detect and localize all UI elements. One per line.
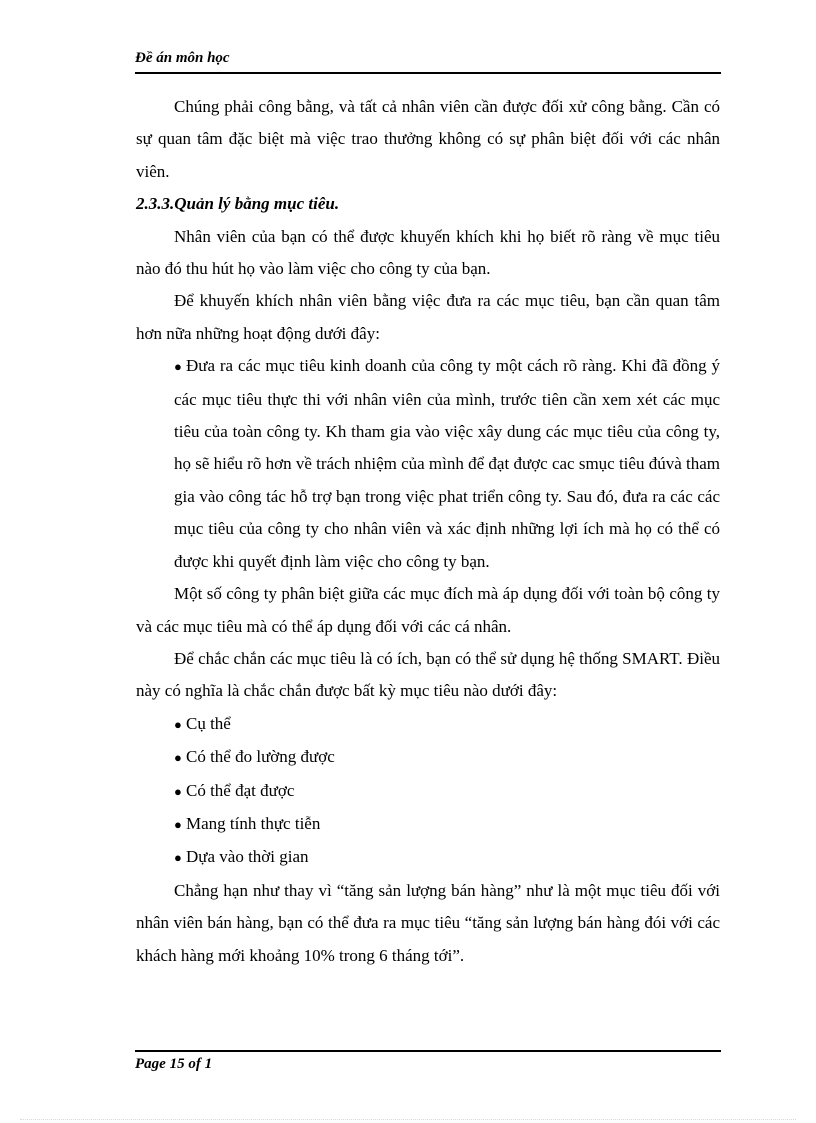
list-item	[136, 808, 720, 841]
list-item	[136, 741, 720, 774]
paragraph-business-goals-text: Đưa ra các mục tiêu kinh doanh của công ty một cách rõ ràng. Khi đã đồng ý các mục tiêu thực thi với nhân viên của mình, trước tiên cần xem xét các mục tiêu của toàn công ty. Kh tham gia vào việc xây dung các mục tiêu của công ty, họ sẽ hiểu rõ hơn về trách nhiệm của mình để đạt được cac smục tiêu đúvà tham gia vào công tác hỗ trợ bạn trong việc phat triển công ty. Sau đó, đưa ra các các mục tiêu của công ty cho nhân viên và xác định những lợi ích mà họ có thể có được khi quyết định làm việc cho công ty bạn.	[174, 356, 720, 571]
list-item-text: Dựa vào thời gian	[186, 847, 309, 867]
paragraph-example: Chẳng hạn như thay vì “tăng sản lượng bán hàng” như là một mục tiêu đối với nhân viên bán hàng, bạn có thể đưa ra mục tiêu “tăng sản lượng bán hàng đói với các khách hàng mới khoảng 10% trong 6 tháng tới”.	[136, 880, 720, 965]
page-number: Page 15 of 1	[135, 1056, 213, 1072]
paragraph-company-distinction: Một số công ty phân biệt giữa các mục đích mà áp dụng đối với toàn bộ công ty và các mục tiêu mà có thể áp dụng đối với các cá nhân.	[136, 584, 720, 636]
list-item-text: Có thể đạt được	[186, 780, 295, 800]
list-item-text: Mang tính thực tiễn	[186, 813, 321, 833]
list-item	[136, 775, 720, 808]
document-body	[136, 91, 720, 972]
bullet-icon: ●	[174, 716, 182, 732]
paragraph-employee-motivation: Nhân viên của bạn có thể được khuyến khích khi họ biết rõ ràng về mục tiêu nào đó thu hút họ vào làm việc cho công ty của bạn.	[136, 226, 720, 279]
list-item-text: Có thể đo lường được	[186, 747, 335, 767]
bullet-icon: ●	[174, 850, 182, 866]
list-item	[136, 841, 720, 874]
bullet-icon: ●	[174, 816, 182, 832]
list-item-text: Cụ thể	[186, 713, 231, 733]
paragraph-business-goals	[136, 350, 720, 578]
page-header	[135, 48, 721, 74]
bullet-icon: ●	[174, 750, 182, 766]
page-edge-divider	[20, 1119, 796, 1120]
bullet-icon: ●	[174, 783, 182, 799]
paragraph-encourage-activities: Để khuyến khích nhân viên bằng việc đưa ra các mục tiêu, bạn cần quan tâm hơn nữa những hoạt động dưới đây:	[136, 291, 720, 343]
page-footer	[135, 1050, 721, 1072]
list-item	[136, 708, 720, 741]
paragraph-smart-system: Để chắc chắn các mục tiêu là có ích, bạn có thể sử dụng hệ thống SMART. Điều này có nghĩa là chắc chắn được bất kỳ mục tiêu nào dưới đây:	[136, 648, 720, 701]
header-title: Đề án môn học	[135, 50, 230, 66]
bullet-icon: ●	[174, 359, 182, 375]
paragraph-fair-treatment: Chúng phải công bằng, và tất cả nhân viên cần được đối xử công bằng. Cần có sự quan tâm đặc biệt mà việc trao thưởng không có sự phân biệt đối với các nhân viên.	[136, 97, 720, 181]
section-heading: 2.3.3.Quản lý bằng mục tiêu.	[136, 194, 340, 214]
